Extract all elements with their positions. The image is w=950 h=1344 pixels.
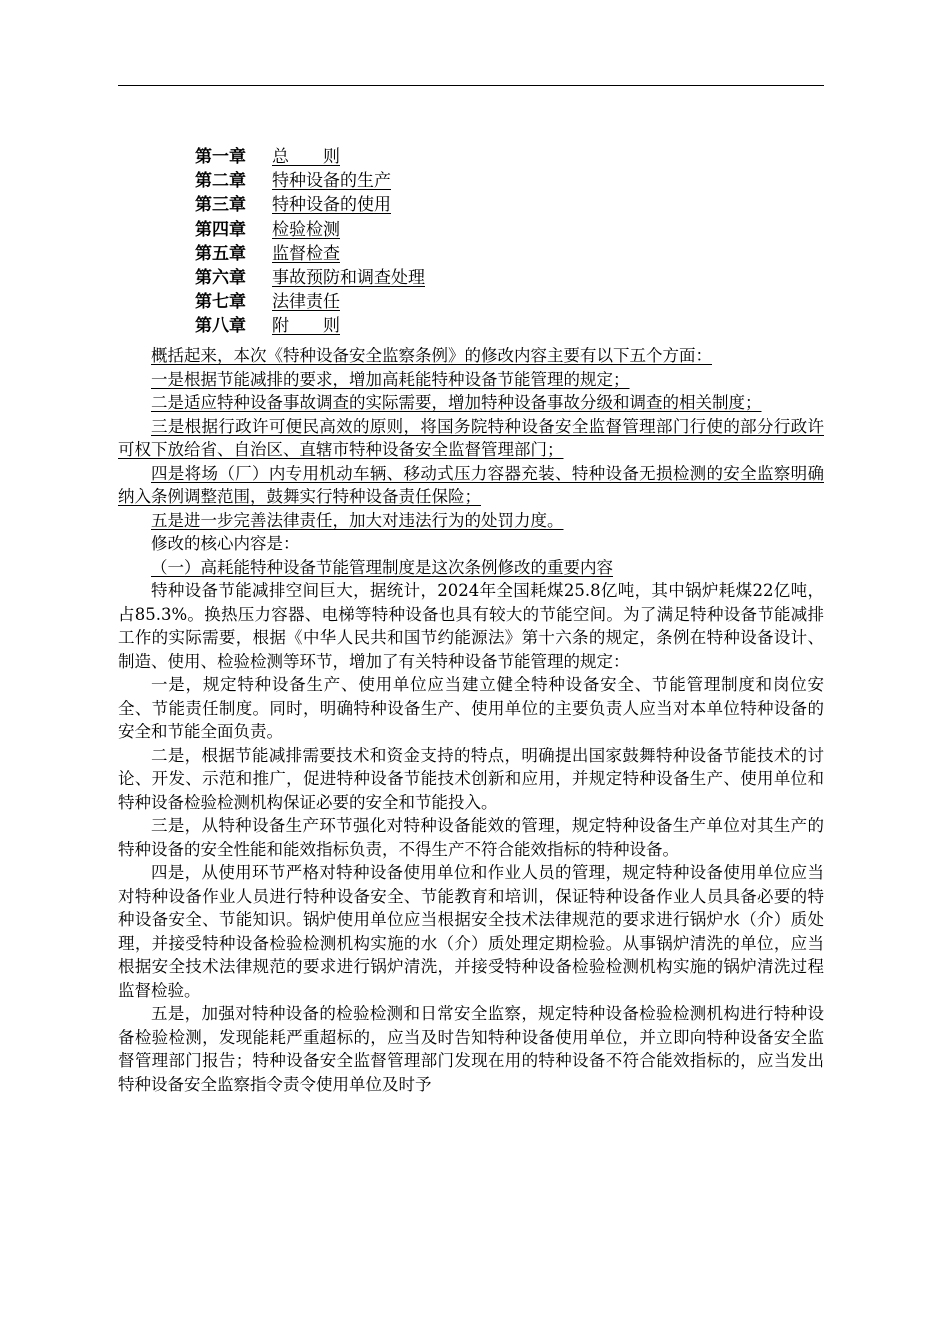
toc-item <box>195 314 715 338</box>
body-paragraph: 一是，规定特种设备生产、使用单位应当建立健全特种设备安全、节能管理制度和岗位安全、节能责任制度。同时，明确特种设备生产、使用单位的主要负责人应当对本单位特种设备的安全和节能全面负责。 <box>118 675 824 741</box>
body-paragraph: 五是，加强对特种设备的检验检测和日常安全监察，规定特种设备检验检测机构进行特种设备检验检测，发现能耗严重超标的，应当及时告知特种设备使用单位，并立即向特种设备安全监督管理部门报告；特种设备安全监督管理部门发现在用的特种设备不符合能效指标的，应当发出特种设备安全监察指令责令使用单位及时予 <box>118 1004 824 1094</box>
toc-item <box>195 266 715 290</box>
toc-chapter-number: 第八章 <box>195 316 246 337</box>
toc-chapter-title: 附 则 <box>272 316 340 337</box>
toc-chapter-title: 事故预防和调查处理 <box>272 267 425 288</box>
toc-chapter-number: 第三章 <box>195 195 246 216</box>
toc-chapter-title: 特种设备的使用 <box>272 195 391 216</box>
header-rule <box>118 85 824 86</box>
toc-chapter-title: 特种设备的生产 <box>272 171 391 192</box>
summary-point: 四是将场（厂）内专用机动车辆、移动式压力容器充装、特种设备无损检测的安全监察明确纳入条例调整范围，鼓舞实行特种设备责任保险； <box>118 463 824 506</box>
toc-chapter-number: 第二章 <box>195 171 246 192</box>
summary-point: 三是根据行政许可便民高效的原则，将国务院特种设备安全监督管理部门行使的部分行政许可权下放给省、自治区、直辖市特种设备安全监督管理部门； <box>118 416 824 459</box>
toc-item <box>195 145 715 169</box>
toc-chapter-number: 第一章 <box>195 147 246 167</box>
toc-item <box>195 193 715 217</box>
summary-point: 一是根据节能减排的要求，增加高耗能特种设备节能管理的规定； <box>151 369 630 389</box>
body-paragraph: 特种设备节能减排空间巨大，据统计，2024年全国耗煤25.8亿吨，其中锅炉耗煤22亿吨，占85.3%。换热压力容器、电梯等特种设备也具有较大的节能空间。为了满足特种设备节能减排工作的实际需要，根据《中华人民共和国节约能源法》第十六条的规定，条例在特种设备设计、制造、使用、检验检测等环节，增加了有关特种设备节能管理的规定： <box>118 581 824 671</box>
summary-point: 二是适应特种设备事故调查的实际需要，增加特种设备事故分级和调查的相关制度； <box>151 393 762 412</box>
body-paragraph: 三是，从特种设备生产环节强化对特种设备能效的管理，规定特种设备生产单位对其生产的特种设备的安全性能和能效指标负责，不得生产不符合能效指标的特种设备。 <box>118 816 824 859</box>
section-heading: （一）高耗能特种设备节能管理制度是这次条例修改的重要内容 <box>151 557 613 577</box>
toc-chapter-number: 第六章 <box>195 267 246 288</box>
toc-chapter-number: 第七章 <box>195 292 246 313</box>
toc-chapter-title: 总 则 <box>272 147 340 167</box>
toc-item <box>195 169 715 193</box>
body-paragraph: 四是，从使用环节严格对特种设备使用单位和作业人员的管理，规定特种设备使用单位应当对特种设备作业人员进行特种设备安全、节能教育和培训，保证特种设备作业人员具备必要的特种设备安全、节能知识。锅炉使用单位应当根据安全技术法律规范的要求进行锅炉水（介）质处理，并接受特种设备检验检测机构实施的水（介）质处理定期检验。从事锅炉清洗的单位，应当根据安全技术法律规范的要求进行锅炉清洗，并接受特种设备检验检测机构实施的锅炉清洗过程监督检验。 <box>118 863 824 1000</box>
core-label: 修改的核心内容是： <box>151 534 300 553</box>
document-body <box>118 344 824 1096</box>
summary-point: 五是进一步完善法律责任，加大对违法行为的处罚力度。 <box>151 510 564 530</box>
toc-chapter-title: 法律责任 <box>272 292 340 313</box>
toc-chapter-number: 第四章 <box>195 219 246 240</box>
toc-item <box>195 242 715 266</box>
toc-item <box>195 218 715 242</box>
body-paragraph: 二是，根据节能减排需要技术和资金支持的特点，明确提出国家鼓舞特种设备节能技术的讨论、开发、示范和推广，促进特种设备节能技术创新和应用，并规定特种设备生产、使用单位和特种设备检验检测机构保证必要的安全和节能投入。 <box>118 745 824 812</box>
toc-chapter-title: 检验检测 <box>272 219 340 240</box>
toc-chapter-title: 监督检查 <box>272 243 340 264</box>
toc-chapter-number: 第五章 <box>195 243 246 264</box>
chapter-list <box>195 145 715 339</box>
toc-item <box>195 290 715 314</box>
summary-intro: 概括起来，本次《特种设备安全监察条例》的修改内容主要有以下五个方面： <box>151 346 712 365</box>
